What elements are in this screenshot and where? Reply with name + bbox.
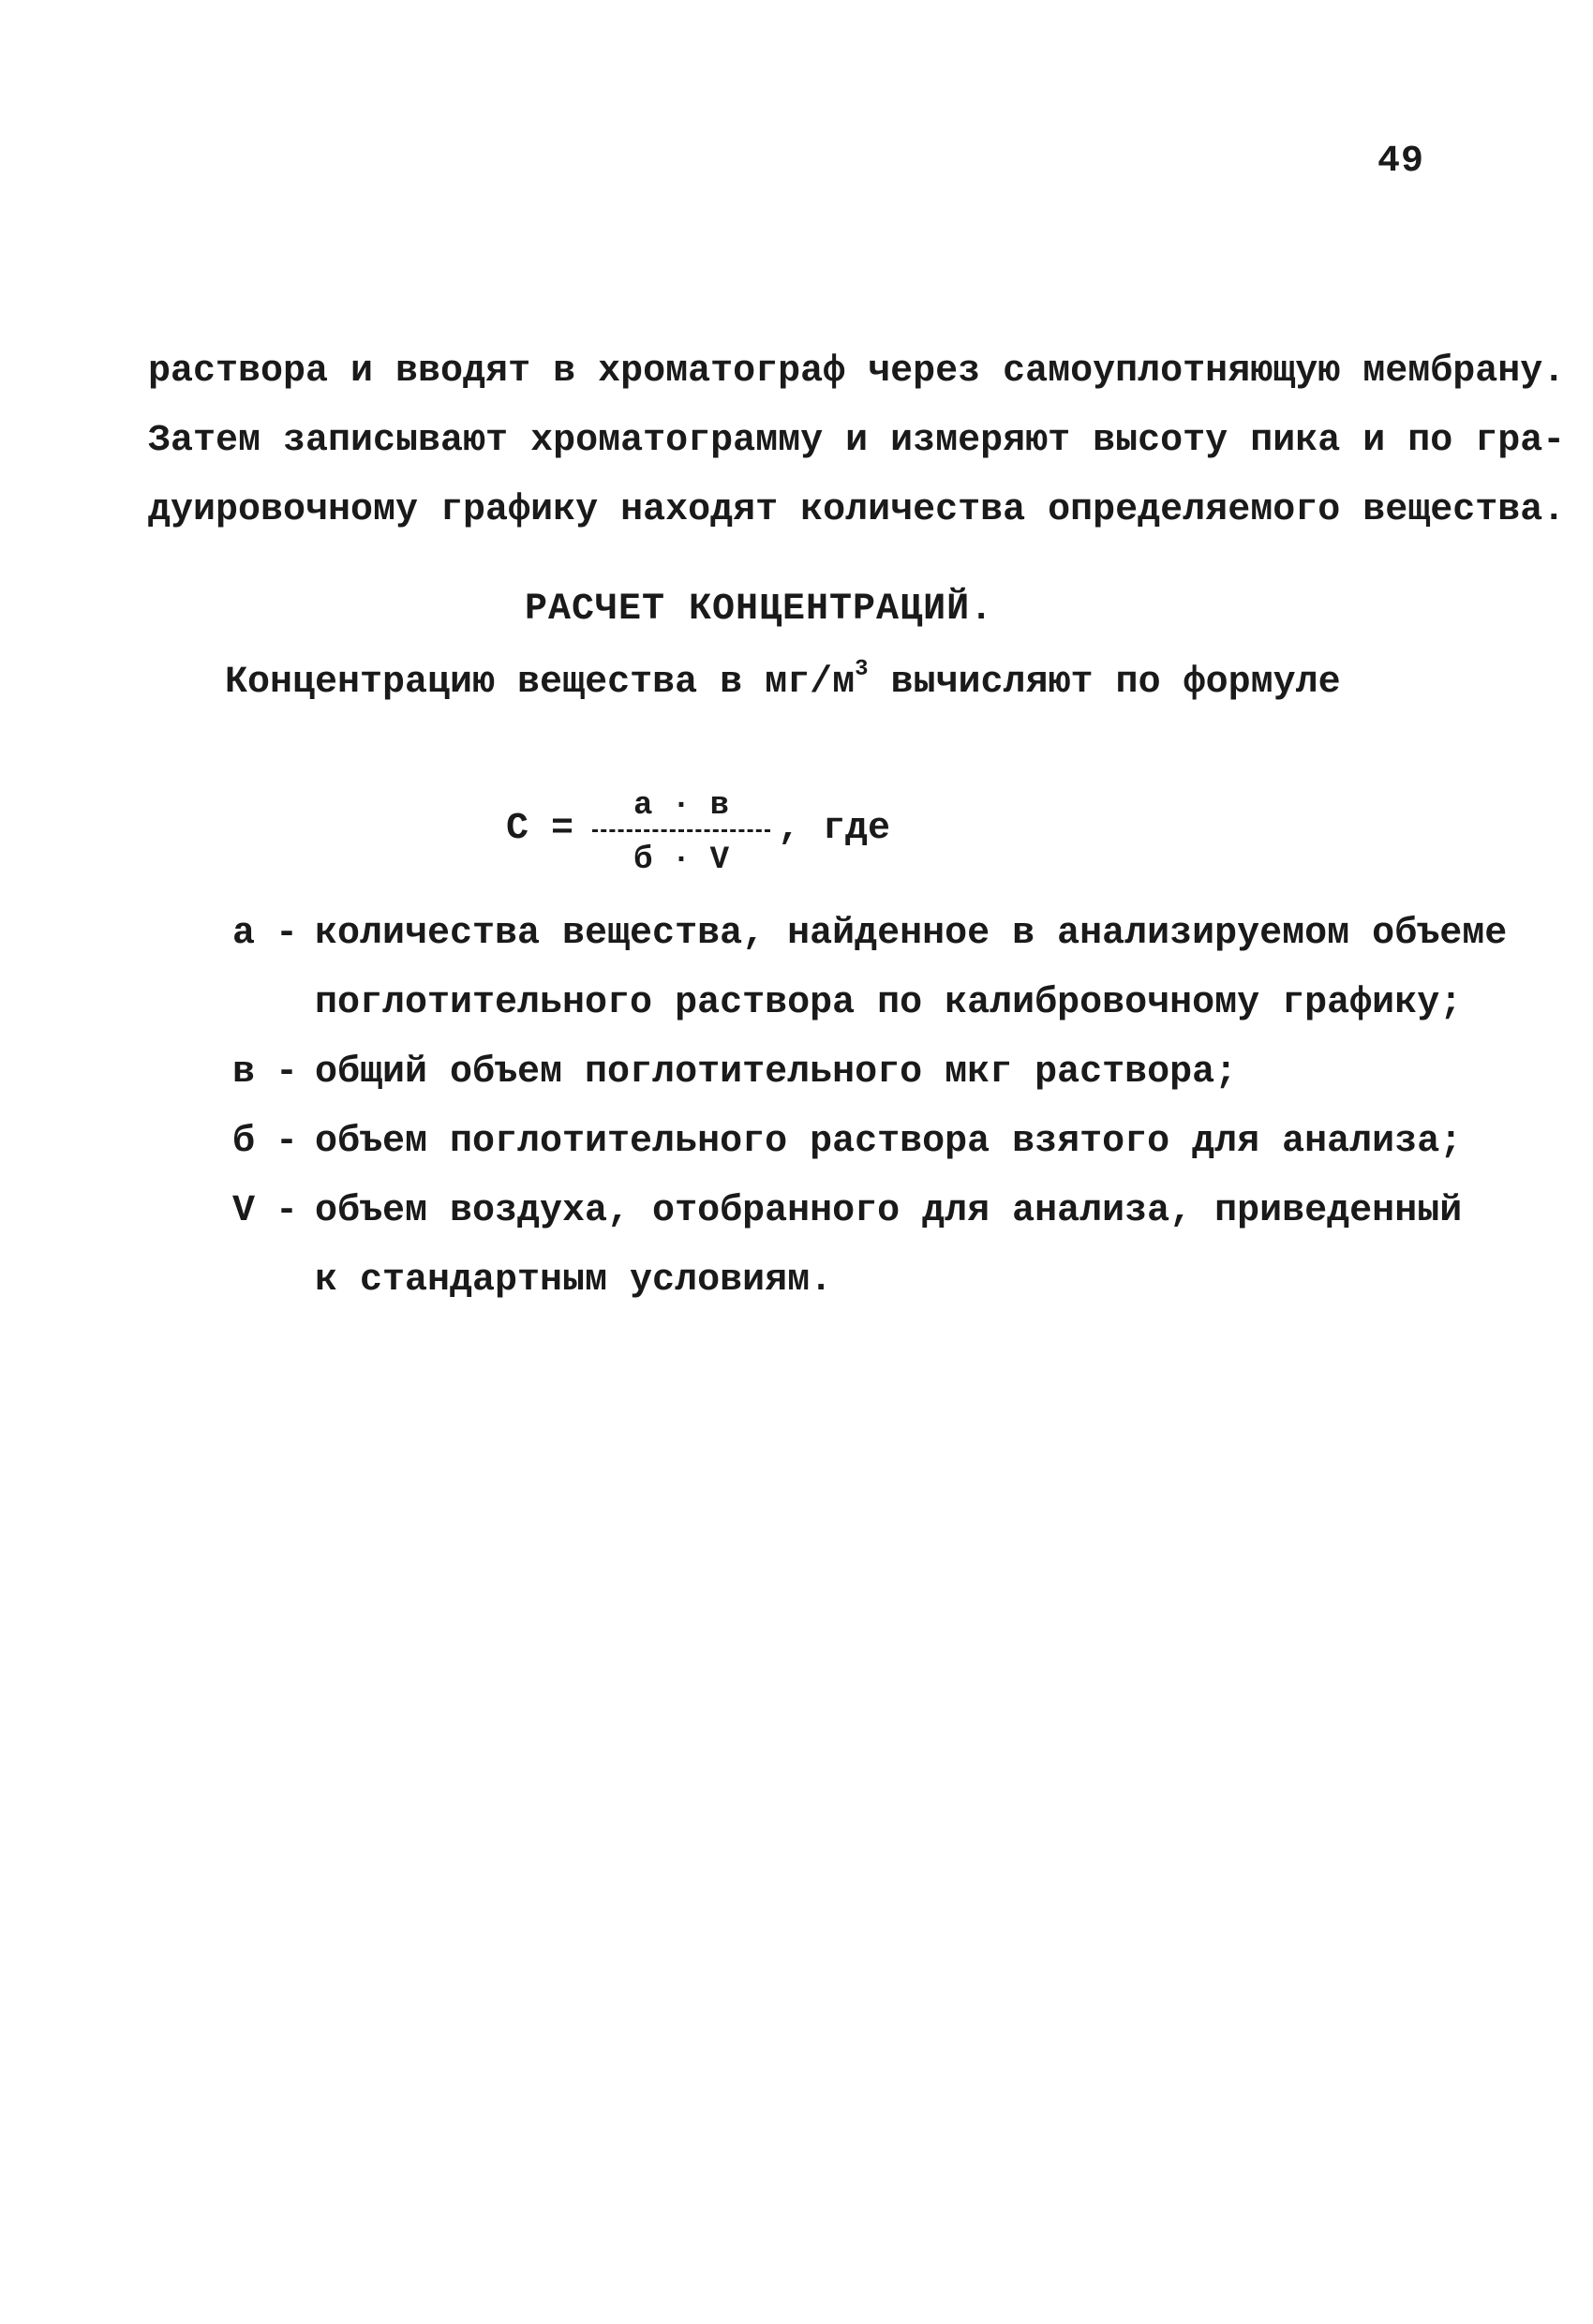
legend-item-volume-continued [225,1246,1443,1316]
legend-description: общий объем поглотительного мкг раствора; [315,1051,1238,1094]
legend-dash: - [275,913,299,955]
formula-intro [225,657,1341,704]
fraction-bar [592,829,770,832]
paragraph [148,337,1566,545]
formula-lhs: C = [506,808,574,850]
section-heading: РАСЧЕТ КОНЦЕНТРАЦИЙ. [525,588,994,631]
variable-legend [225,900,1508,1316]
paragraph-line: раствора и вводят в хроматограф через самоуплотняющую мембрану. [148,350,1566,393]
formula-denominator: б · V [633,842,730,878]
legend-description: поглотительного раствора по калибровочному графику; [315,982,1463,1024]
legend-item-volume [225,1177,1463,1246]
formula-numerator: а · в [633,788,730,824]
legend-symbol: а [231,913,255,955]
legend-description: количества вещества, найденное в анализируемом объеме [315,913,1508,955]
legend-dash: - [275,1190,299,1232]
legend-item-a-continued [225,969,1463,1038]
legend-dash: - [275,1121,299,1163]
intro-text: Концентрацию вещества в мг/м [225,662,856,704]
formula-rhs: , где [778,808,891,850]
formula-fraction [592,787,770,890]
legend-symbol: б [231,1121,255,1163]
legend-symbol: V [231,1190,255,1232]
legend-dash: - [275,1051,299,1094]
legend-symbol: в [231,1051,255,1094]
legend-description: к стандартным условиям. [315,1259,833,1302]
paragraph-line: Затем записывают хроматограмму и измеряют высоту пика и по гра- [148,420,1566,462]
intro-tail: вычисляют по формуле [868,662,1341,704]
intro-superscript: 3 [855,657,869,682]
paragraph-line: дуировочному графику находят количества определяемого вещества. [148,489,1566,531]
legend-item-b [225,1108,1463,1177]
legend-description: объем воздуха, отобранного для анализа, приведенный [315,1190,1463,1232]
concentration-formula [506,787,1031,900]
legend-description: объем поглотительного раствора взятого для анализа; [315,1121,1463,1163]
page-number: 49 [1377,141,1425,183]
legend-item-a [225,900,1508,969]
legend-item-v [225,1038,1443,1108]
